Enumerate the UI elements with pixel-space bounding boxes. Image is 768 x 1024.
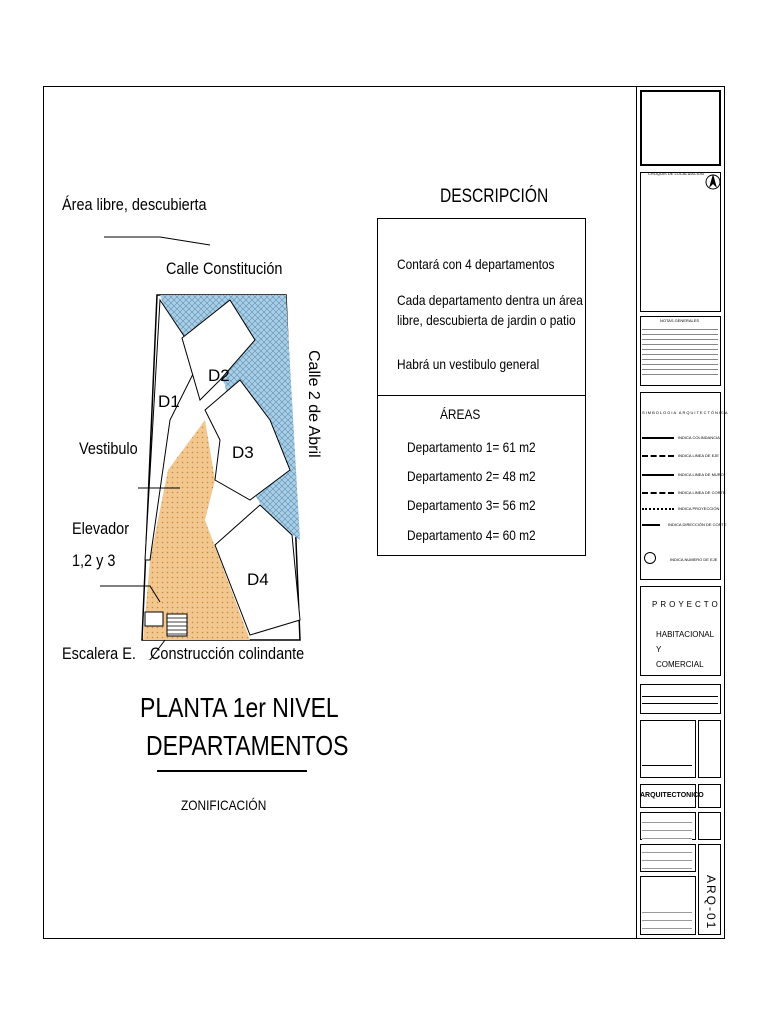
label-calle-2-abril: Calle 2 de Abril bbox=[305, 350, 322, 458]
label-calle-constitucion: Calle Constitución bbox=[166, 259, 283, 278]
info-lines-3 bbox=[642, 905, 692, 930]
arquitectonico-label: ARQUITECTONICO bbox=[640, 792, 704, 799]
elevator-box bbox=[145, 612, 163, 626]
info-lines-2 bbox=[642, 845, 692, 870]
label-d1: D1 bbox=[158, 392, 180, 411]
description-line2b: libre, descubierta de jardin o patio bbox=[397, 312, 576, 328]
plan-title-line2: DEPARTAMENTOS bbox=[146, 730, 349, 761]
description-line3: Habrá un vestibulo general bbox=[397, 356, 540, 372]
proyecto-name-1: HABITACIONAL bbox=[656, 630, 715, 639]
area-row-4: Departamento 4= 60 m2 bbox=[407, 527, 536, 543]
plan-subtitle: ZONIFICACIÓN bbox=[181, 797, 267, 813]
notas-lines bbox=[642, 325, 718, 375]
proyecto-name-3: COMERCIAL bbox=[656, 660, 704, 669]
plan-title-line1: PLANTA 1er NIVEL bbox=[140, 692, 339, 723]
label-vestibulo: Vestibulo bbox=[79, 439, 138, 458]
area-row-2: Departamento 2= 48 m2 bbox=[407, 468, 536, 484]
croquis-label: CROQUIS DE LOCALIZACIÓN bbox=[648, 171, 704, 176]
area-row-3: Departamento 3= 56 m2 bbox=[407, 497, 536, 513]
description-line2a: Cada departamento dentra un área bbox=[397, 292, 583, 308]
label-d4: D4 bbox=[247, 570, 269, 589]
stairs-box bbox=[167, 614, 187, 636]
arq-line bbox=[642, 765, 692, 766]
area-row-1: Departamento 1= 61 m2 bbox=[407, 439, 536, 455]
label-d2: D2 bbox=[208, 366, 230, 385]
areas-heading: ÁREAS bbox=[440, 406, 481, 422]
proyecto-label: PROYECTO bbox=[652, 600, 721, 609]
label-construccion: Construcción colindante bbox=[150, 644, 305, 663]
title-block bbox=[636, 86, 725, 939]
label-elevador-1: Elevador bbox=[72, 519, 130, 538]
signature-lines bbox=[642, 690, 718, 710]
label-d3: D3 bbox=[232, 443, 254, 462]
proyecto-name-2: Y bbox=[656, 645, 662, 654]
north-arrow-icon bbox=[705, 172, 721, 192]
info-lines bbox=[642, 815, 692, 840]
title-underline bbox=[157, 770, 307, 772]
label-elevador-2: 1,2 y 3 bbox=[72, 551, 116, 570]
sheet-code: ARQ-01 bbox=[704, 875, 718, 931]
simbologia-label: SIMBOLOGIA ARQUITECTÓNICA bbox=[642, 410, 729, 415]
label-escalera: Escalera E. bbox=[62, 644, 136, 663]
description-heading: DESCRIPCIÓN bbox=[440, 186, 549, 207]
notas-label: NOTAS GENERALES bbox=[660, 318, 700, 323]
description-divider bbox=[377, 395, 586, 396]
description-line1: Contará con 4 departamentos bbox=[397, 256, 555, 272]
label-area-libre: Área libre, descubierta bbox=[62, 195, 207, 214]
